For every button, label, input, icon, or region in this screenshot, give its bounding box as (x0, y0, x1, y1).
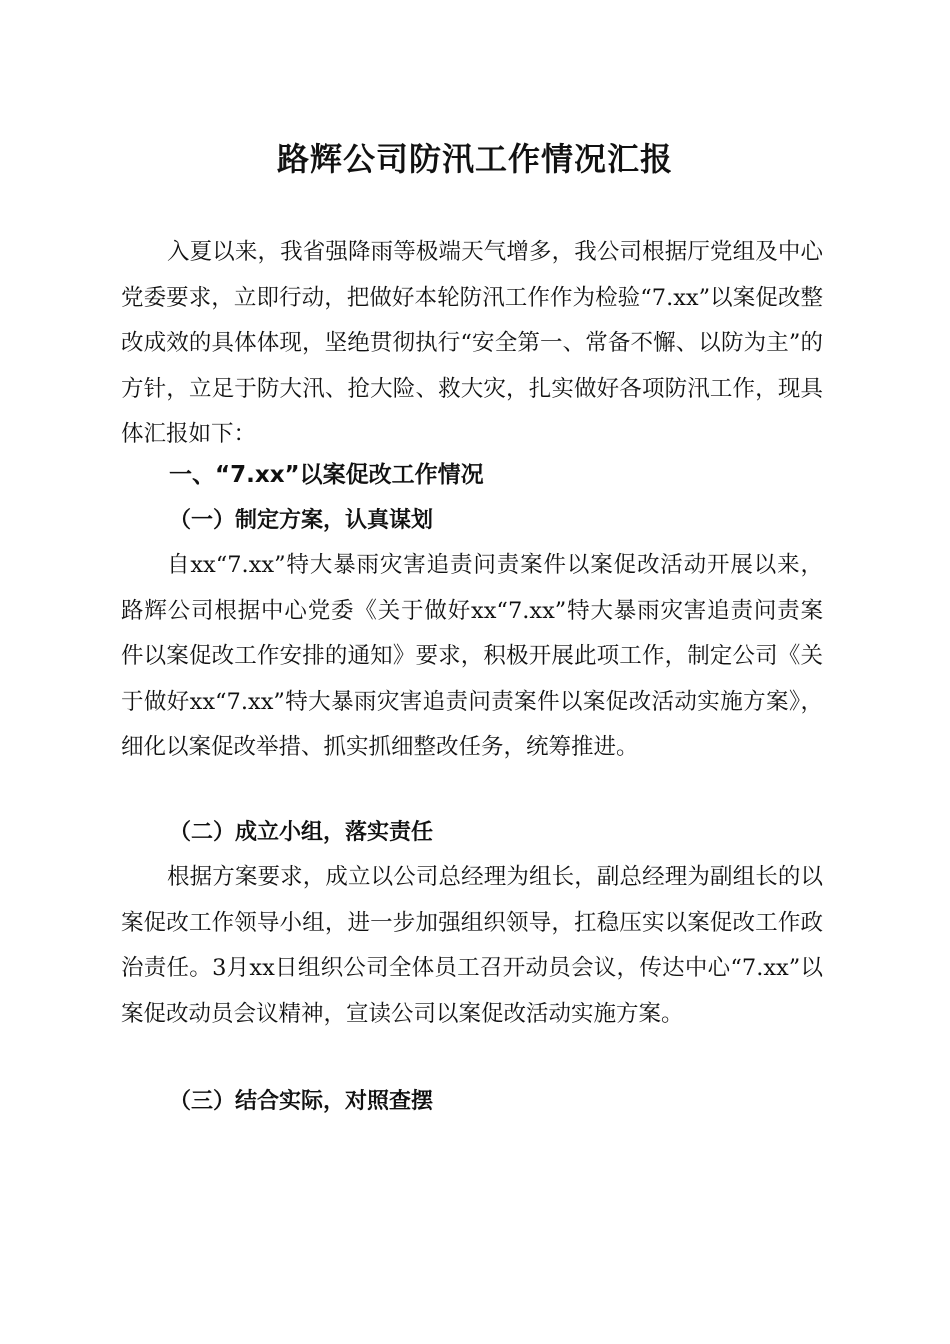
subsection-2-paragraph: 根据方案要求，成立以公司总经理为组长，副总经理为副组长的以案促改工作领导小组，进一步加强组织领导，扛稳压实以案促改工作政治责任。3月xx日组织公司全体员工召开动员会议，传达中心“7.xx”以案促改动员会议精神，宣读公司以案促改活动实施方案。 (121, 864, 823, 1027)
subsection-2-heading: （二）成立小组，落实责任 (169, 819, 434, 845)
subsection-3-heading: （三）结合实际，对照查摆 (169, 1088, 434, 1114)
subsection-1-heading: （一）制定方案，认真谋划 (169, 507, 434, 533)
document-title: 路辉公司防汛工作情况汇报 (276, 140, 673, 178)
subsection-1-paragraph: 自xx“7.xx”特大暴雨灾害追责问责案件以案促改活动开展以来，路辉公司根据中心党委《关于做好xx“7.xx”特大暴雨灾害追责问责案件以案促改工作安排的通知》要求，积极开展此项工作，制定公司《关于做好xx“7.xx”特大暴雨灾害追责问责案件以案促改活动实施方案》，细化以案促改举措、抓实抓细整改任务，统筹推进。 (121, 552, 823, 760)
section-1-heading: 一、“7.xx”以案促改工作情况 (169, 462, 484, 488)
intro-paragraph: 入夏以来，我省强降雨等极端天气增多，我公司根据厅党组及中心党委要求，立即行动，把做好本轮防汛工作作为检验“7.xx”以案促改整改成效的具体体现，坚绝贯彻执行“安全第一、常备不懈、以防为主”的方针，立足于防大汛、抢大险、救大灾，扎实做好各项防汛工作，现具体汇报如下： (121, 239, 823, 447)
